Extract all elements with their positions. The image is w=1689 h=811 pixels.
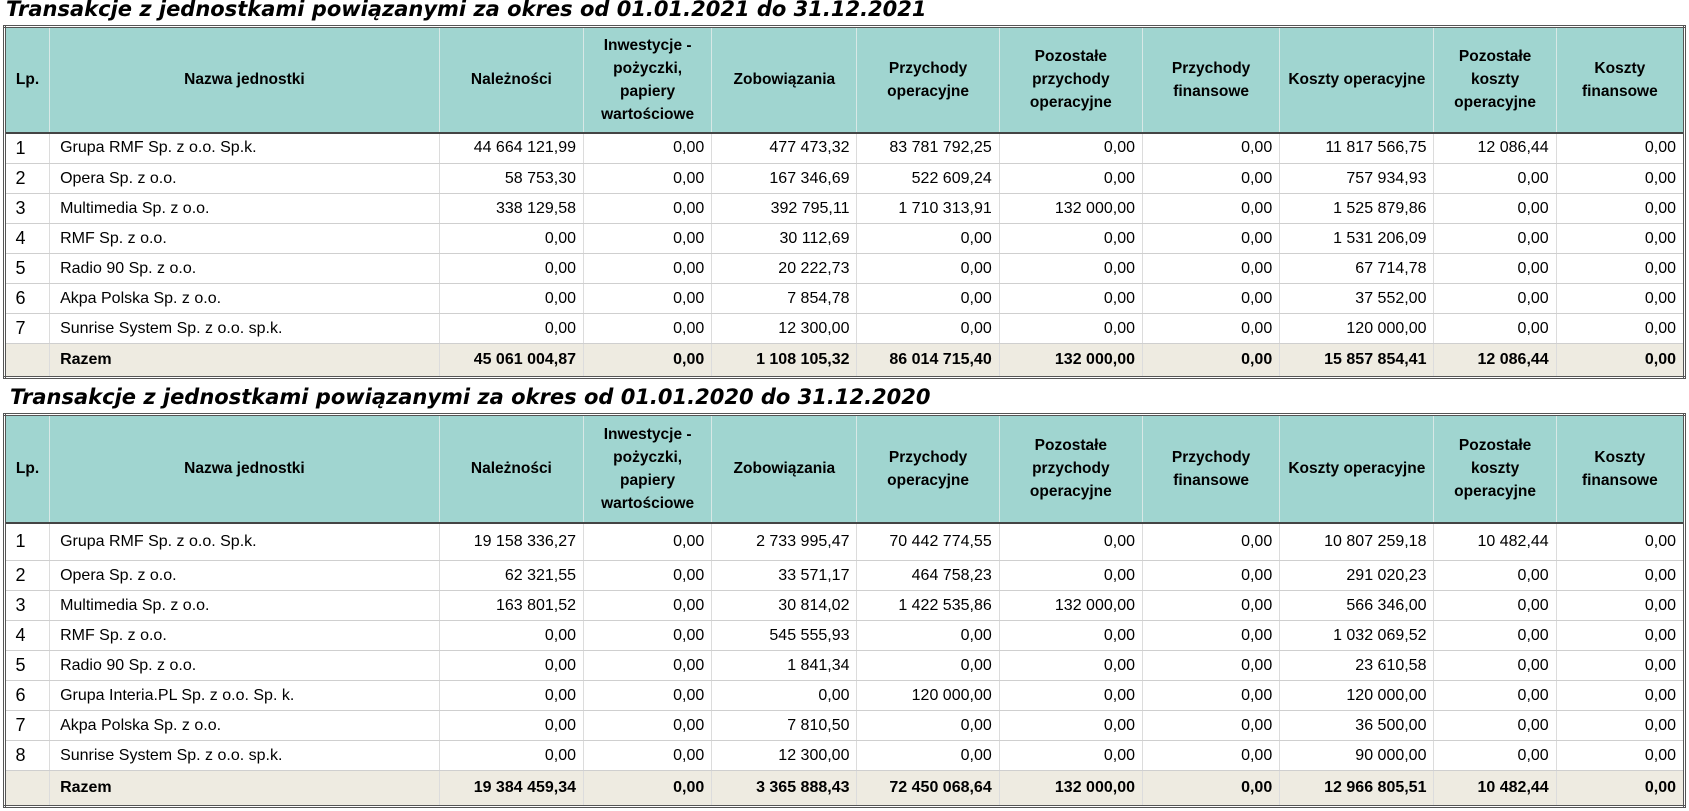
value-cell: 0,00 (584, 711, 712, 741)
entity-name: Radio 90 Sp. z o.o. (50, 651, 440, 681)
entity-name: Opera Sp. z o.o. (50, 164, 440, 194)
value-cell: 0,00 (439, 651, 583, 681)
total-value-cell: 132 000,00 (999, 344, 1142, 378)
value-cell: 0,00 (1556, 711, 1684, 741)
total-spacer (5, 344, 50, 378)
value-cell: 62 321,55 (439, 561, 583, 591)
value-cell: 0,00 (1556, 314, 1684, 344)
value-cell: 0,00 (712, 681, 857, 711)
value-cell: 0,00 (1434, 711, 1556, 741)
header-zobowiazania: Zobowiązania (712, 415, 857, 523)
table-row (5, 681, 1685, 711)
table-row (5, 284, 1685, 314)
value-cell: 0,00 (439, 254, 583, 284)
value-cell: 0,00 (1434, 164, 1556, 194)
row-number: 5 (5, 254, 50, 284)
value-cell: 0,00 (1142, 314, 1279, 344)
value-cell: 0,00 (1142, 621, 1279, 651)
value-cell: 0,00 (1142, 651, 1279, 681)
value-cell: 167 346,69 (712, 164, 857, 194)
value-cell: 0,00 (584, 523, 712, 561)
value-cell: 0,00 (1556, 284, 1684, 314)
value-cell: 0,00 (1142, 523, 1279, 561)
value-cell: 757 934,93 (1280, 164, 1434, 194)
total-value-cell: 12 966 805,51 (1280, 771, 1434, 807)
header-naleznosci: Należności (439, 415, 583, 523)
table-2020-title: Transakcje z jednostkami powiązanymi za okres od 01.01.2020 do 31.12.2020 (10, 385, 931, 409)
header-lp: Lp. (5, 27, 50, 133)
row-number: 3 (5, 194, 50, 224)
value-cell: 522 609,24 (857, 164, 999, 194)
value-cell: 0,00 (857, 651, 999, 681)
value-cell: 0,00 (857, 224, 999, 254)
value-cell: 23 610,58 (1280, 651, 1434, 681)
table-2021-title: Transakcje z jednostkami powiązanymi za okres od 01.01.2021 do 31.12.2021 (6, 0, 927, 21)
value-cell: 37 552,00 (1280, 284, 1434, 314)
value-cell: 0,00 (1434, 224, 1556, 254)
value-cell: 0,00 (1434, 591, 1556, 621)
value-cell: 0,00 (999, 164, 1142, 194)
value-cell: 0,00 (1556, 621, 1684, 651)
value-cell: 0,00 (1556, 591, 1684, 621)
row-number: 2 (5, 561, 50, 591)
value-cell: 30 112,69 (712, 224, 857, 254)
header-przychody-finansowe: Przychody finansowe (1142, 415, 1279, 523)
entity-name: RMF Sp. z o.o. (50, 224, 440, 254)
value-cell: 90 000,00 (1280, 741, 1434, 771)
header-pozostale-koszty: Pozostałe koszty operacyjne (1434, 415, 1556, 523)
total-value-cell: 10 482,44 (1434, 771, 1556, 807)
value-cell: 20 222,73 (712, 254, 857, 284)
value-cell: 0,00 (1556, 741, 1684, 771)
value-cell: 0,00 (857, 284, 999, 314)
value-cell: 0,00 (857, 621, 999, 651)
row-number: 2 (5, 164, 50, 194)
value-cell: 0,00 (584, 741, 712, 771)
value-cell: 0,00 (584, 591, 712, 621)
value-cell: 0,00 (1556, 681, 1684, 711)
entity-name: Grupa RMF Sp. z o.o. Sp.k. (50, 133, 440, 164)
value-cell: 0,00 (584, 561, 712, 591)
entity-name: Grupa Interia.PL Sp. z o.o. Sp. k. (50, 681, 440, 711)
value-cell: 0,00 (1142, 164, 1279, 194)
value-cell: 1 525 879,86 (1280, 194, 1434, 224)
value-cell: 464 758,23 (857, 561, 999, 591)
total-value-cell: 0,00 (1556, 344, 1684, 378)
value-cell: 0,00 (999, 711, 1142, 741)
header-koszty-finansowe: Koszty finansowe (1556, 415, 1684, 523)
header-row (5, 27, 1685, 133)
header-przychody-finansowe: Przychody finansowe (1142, 27, 1279, 133)
value-cell: 0,00 (1434, 254, 1556, 284)
value-cell: 0,00 (1434, 651, 1556, 681)
value-cell: 0,00 (999, 621, 1142, 651)
entity-name: Grupa RMF Sp. z o.o. Sp.k. (50, 523, 440, 561)
entity-name: Opera Sp. z o.o. (50, 561, 440, 591)
value-cell: 0,00 (584, 284, 712, 314)
value-cell: 0,00 (584, 194, 712, 224)
value-cell: 83 781 792,25 (857, 133, 999, 164)
value-cell: 0,00 (584, 224, 712, 254)
value-cell: 163 801,52 (439, 591, 583, 621)
value-cell: 0,00 (439, 284, 583, 314)
header-inwestycje: Inwestycje - pożyczki, papiery wartościowe (584, 415, 712, 523)
row-number: 3 (5, 591, 50, 621)
value-cell: 0,00 (584, 314, 712, 344)
value-cell: 291 020,23 (1280, 561, 1434, 591)
value-cell: 338 129,58 (439, 194, 583, 224)
value-cell: 0,00 (1556, 164, 1684, 194)
value-cell: 19 158 336,27 (439, 523, 583, 561)
row-number: 7 (5, 711, 50, 741)
value-cell: 0,00 (584, 254, 712, 284)
value-cell: 1 032 069,52 (1280, 621, 1434, 651)
value-cell: 0,00 (1556, 133, 1684, 164)
total-value-cell: 45 061 004,87 (439, 344, 583, 378)
value-cell: 0,00 (439, 224, 583, 254)
table-row (5, 621, 1685, 651)
value-cell: 2 733 995,47 (712, 523, 857, 561)
row-number: 4 (5, 224, 50, 254)
value-cell: 0,00 (857, 741, 999, 771)
value-cell: 0,00 (999, 681, 1142, 711)
table-row (5, 741, 1685, 771)
row-number: 6 (5, 284, 50, 314)
value-cell: 30 814,02 (712, 591, 857, 621)
value-cell: 0,00 (1142, 561, 1279, 591)
value-cell: 392 795,11 (712, 194, 857, 224)
header-koszty-operacyjne: Koszty operacyjne (1280, 415, 1434, 523)
value-cell: 0,00 (999, 651, 1142, 681)
value-cell: 10 807 259,18 (1280, 523, 1434, 561)
header-pozostale-przychody: Pozostałe przychody operacyjne (999, 27, 1142, 133)
value-cell: 0,00 (1434, 681, 1556, 711)
value-cell: 11 817 566,75 (1280, 133, 1434, 164)
header-pozostale-przychody: Pozostałe przychody operacyjne (999, 415, 1142, 523)
value-cell: 120 000,00 (1280, 681, 1434, 711)
value-cell: 0,00 (1434, 284, 1556, 314)
value-cell: 0,00 (1434, 621, 1556, 651)
value-cell: 0,00 (857, 711, 999, 741)
value-cell: 0,00 (999, 523, 1142, 561)
table-2021 (3, 25, 1686, 379)
header-nazwa-jednostki: Nazwa jednostki (50, 27, 440, 133)
value-cell: 0,00 (1556, 254, 1684, 284)
row-number: 1 (5, 133, 50, 164)
value-cell: 70 442 774,55 (857, 523, 999, 561)
table-row (5, 711, 1685, 741)
value-cell: 58 753,30 (439, 164, 583, 194)
row-number: 6 (5, 681, 50, 711)
value-cell: 0,00 (999, 224, 1142, 254)
value-cell: 0,00 (1142, 224, 1279, 254)
value-cell: 0,00 (999, 561, 1142, 591)
header-przychody-operacyjne: Przychody operacyjne (857, 27, 999, 133)
value-cell: 0,00 (1434, 314, 1556, 344)
row-number: 4 (5, 621, 50, 651)
value-cell: 0,00 (1142, 254, 1279, 284)
row-number: 8 (5, 741, 50, 771)
value-cell: 12 086,44 (1434, 133, 1556, 164)
value-cell: 0,00 (584, 621, 712, 651)
header-inwestycje: Inwestycje - pożyczki, papiery wartościowe (584, 27, 712, 133)
value-cell: 0,00 (439, 711, 583, 741)
value-cell: 7 854,78 (712, 284, 857, 314)
table-row (5, 591, 1685, 621)
value-cell: 132 000,00 (999, 591, 1142, 621)
value-cell: 0,00 (1142, 711, 1279, 741)
table-row (5, 224, 1685, 254)
value-cell: 0,00 (439, 681, 583, 711)
value-cell: 0,00 (857, 254, 999, 284)
value-cell: 0,00 (584, 133, 712, 164)
value-cell: 0,00 (439, 314, 583, 344)
header-naleznosci: Należności (439, 27, 583, 133)
entity-name: Akpa Polska Sp. z o.o. (50, 711, 440, 741)
header-nazwa-jednostki: Nazwa jednostki (50, 415, 440, 523)
total-row (5, 344, 1685, 378)
total-value-cell: 0,00 (1142, 771, 1279, 807)
value-cell: 545 555,93 (712, 621, 857, 651)
total-value-cell: 3 365 888,43 (712, 771, 857, 807)
value-cell: 0,00 (1556, 194, 1684, 224)
value-cell: 566 346,00 (1280, 591, 1434, 621)
value-cell: 0,00 (1142, 681, 1279, 711)
row-number: 7 (5, 314, 50, 344)
row-number: 1 (5, 523, 50, 561)
value-cell: 0,00 (999, 284, 1142, 314)
table-row (5, 133, 1685, 164)
value-cell: 132 000,00 (999, 194, 1142, 224)
value-cell: 120 000,00 (1280, 314, 1434, 344)
table-row (5, 314, 1685, 344)
total-value-cell: 0,00 (1556, 771, 1684, 807)
total-label: Razem (50, 344, 440, 378)
value-cell: 33 571,17 (712, 561, 857, 591)
table-row (5, 254, 1685, 284)
value-cell: 0,00 (1556, 224, 1684, 254)
entity-name: Radio 90 Sp. z o.o. (50, 254, 440, 284)
value-cell: 0,00 (1434, 561, 1556, 591)
header-row (5, 415, 1685, 523)
value-cell: 1 710 313,91 (857, 194, 999, 224)
total-value-cell: 72 450 068,64 (857, 771, 999, 807)
value-cell: 477 473,32 (712, 133, 857, 164)
value-cell: 0,00 (999, 133, 1142, 164)
value-cell: 0,00 (999, 741, 1142, 771)
total-value-cell: 1 108 105,32 (712, 344, 857, 378)
header-przychody-operacyjne: Przychody operacyjne (857, 415, 999, 523)
value-cell: 0,00 (1142, 741, 1279, 771)
total-value-cell: 86 014 715,40 (857, 344, 999, 378)
value-cell: 120 000,00 (857, 681, 999, 711)
total-value-cell: 0,00 (1142, 344, 1279, 378)
entity-name: Multimedia Sp. z o.o. (50, 591, 440, 621)
total-label: Razem (50, 771, 440, 807)
value-cell: 67 714,78 (1280, 254, 1434, 284)
entity-name: RMF Sp. z o.o. (50, 621, 440, 651)
total-value-cell: 15 857 854,41 (1280, 344, 1434, 378)
value-cell: 0,00 (1142, 591, 1279, 621)
value-cell: 0,00 (1556, 561, 1684, 591)
header-lp: Lp. (5, 415, 50, 523)
value-cell: 0,00 (584, 681, 712, 711)
table-row (5, 561, 1685, 591)
entity-name: Akpa Polska Sp. z o.o. (50, 284, 440, 314)
table-row (5, 194, 1685, 224)
value-cell: 0,00 (1142, 284, 1279, 314)
total-value-cell: 19 384 459,34 (439, 771, 583, 807)
table-row (5, 651, 1685, 681)
value-cell: 12 300,00 (712, 314, 857, 344)
value-cell: 0,00 (584, 164, 712, 194)
value-cell: 0,00 (1142, 133, 1279, 164)
value-cell: 10 482,44 (1434, 523, 1556, 561)
value-cell: 1 422 535,86 (857, 591, 999, 621)
entity-name: Sunrise System Sp. z o.o. sp.k. (50, 741, 440, 771)
value-cell: 0,00 (999, 314, 1142, 344)
value-cell: 0,00 (439, 741, 583, 771)
value-cell: 0,00 (1434, 194, 1556, 224)
value-cell: 1 841,34 (712, 651, 857, 681)
header-pozostale-koszty: Pozostałe koszty operacyjne (1434, 27, 1556, 133)
total-value-cell: 0,00 (584, 771, 712, 807)
total-value-cell: 12 086,44 (1434, 344, 1556, 378)
table-row (5, 523, 1685, 561)
value-cell: 0,00 (1556, 523, 1684, 561)
value-cell: 1 531 206,09 (1280, 224, 1434, 254)
total-spacer (5, 771, 50, 807)
value-cell: 0,00 (999, 254, 1142, 284)
total-row (5, 771, 1685, 807)
value-cell: 0,00 (1142, 194, 1279, 224)
entity-name: Multimedia Sp. z o.o. (50, 194, 440, 224)
table-2020 (3, 413, 1686, 808)
value-cell: 0,00 (584, 651, 712, 681)
value-cell: 0,00 (857, 314, 999, 344)
header-zobowiazania: Zobowiązania (712, 27, 857, 133)
value-cell: 44 664 121,99 (439, 133, 583, 164)
value-cell: 0,00 (1434, 741, 1556, 771)
value-cell: 0,00 (439, 621, 583, 651)
row-number: 5 (5, 651, 50, 681)
table-row (5, 164, 1685, 194)
value-cell: 7 810,50 (712, 711, 857, 741)
header-koszty-operacyjne: Koszty operacyjne (1280, 27, 1434, 133)
entity-name: Sunrise System Sp. z o.o. sp.k. (50, 314, 440, 344)
value-cell: 36 500,00 (1280, 711, 1434, 741)
total-value-cell: 0,00 (584, 344, 712, 378)
value-cell: 12 300,00 (712, 741, 857, 771)
total-value-cell: 132 000,00 (999, 771, 1142, 807)
header-koszty-finansowe: Koszty finansowe (1556, 27, 1684, 133)
value-cell: 0,00 (1556, 651, 1684, 681)
